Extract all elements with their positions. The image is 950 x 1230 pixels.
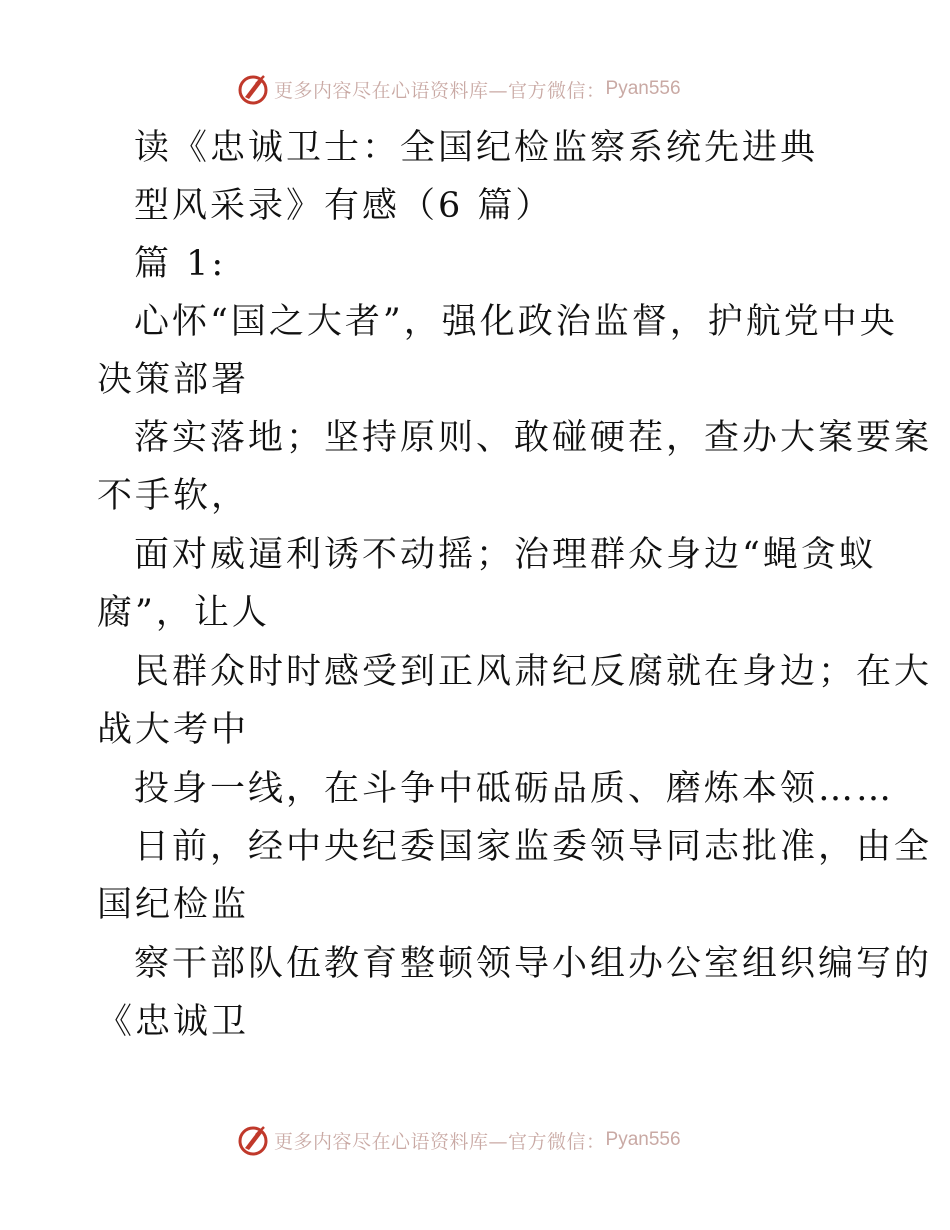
paragraph-line: 投身一线，在斗争中砥砺品质、磨炼本领…… (134, 769, 895, 809)
paragraph-line: 国纪检监 (97, 885, 250, 925)
paragraph-line: 日前，经中央纪委国家监委领导同志批准，由全 (134, 827, 933, 867)
quill-circle-icon (236, 72, 270, 106)
paragraph-line: 战大考中 (97, 710, 250, 750)
watermark-text: 更多内容尽在心语资料库—官方微信： (274, 1130, 606, 1153)
section-heading: 篇 1: (134, 244, 227, 284)
paragraph-line: 面对威逼利诱不动摇；治理群众身边“蝇贪蚁 (134, 535, 877, 575)
watermark-wechat-id: Pyan556 (605, 78, 681, 99)
paragraph-line: 腐”，让人 (97, 593, 270, 633)
paragraph-line: 落实落地；坚持原则、敢碰硬茬，查办大案要案 (134, 418, 933, 458)
watermark-wechat-id: Pyan556 (605, 1129, 681, 1150)
footer-watermark (236, 1123, 681, 1157)
paragraph-line: 察干部队伍教育整顿领导小组办公室组织编写的 (134, 944, 933, 984)
paragraph-line: 民群众时时感受到正风肃纪反腐就在身边；在大 (134, 652, 933, 692)
title-line-2: 型风采录》有感（6 篇） (134, 186, 554, 226)
paragraph-line: 决策部署 (97, 360, 250, 400)
watermark-text: 更多内容尽在心语资料库—官方微信： (274, 79, 606, 102)
paragraph-line: 《忠诚卫 (97, 1002, 250, 1042)
paragraph-line: 不手软， (97, 476, 250, 516)
title-line-1: 读《忠诚卫士：全国纪检监察系统先进典 (134, 128, 819, 168)
header-watermark (236, 72, 681, 106)
quill-circle-icon (236, 1123, 270, 1157)
paragraph-line: 心怀“国之大者”，强化政治监督，护航党中央 (134, 302, 898, 342)
